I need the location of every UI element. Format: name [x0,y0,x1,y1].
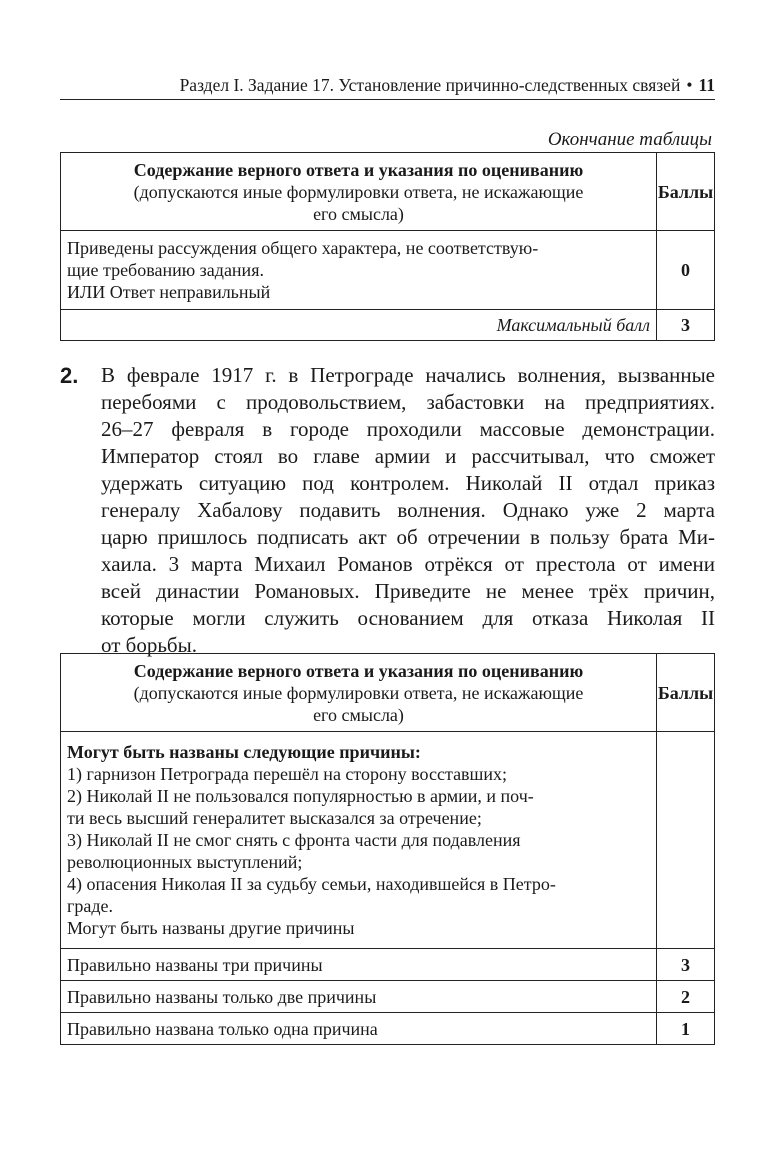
criterion-line: щие требованию задания. [67,260,264,280]
header-line-3: его смысла) [313,203,404,224]
score-row [61,949,715,981]
table-header-content [61,153,657,231]
answer-lines [67,763,650,939]
score-row-label: Правильно названы три причины [61,949,657,981]
task-text-line: которые могли служить основанием для отказа Николая II [101,606,715,630]
max-score-row [61,310,715,341]
task-text-line: перебоями с продовольствием, забастовки на предприятиях. [101,390,715,414]
score-row-value: 2 [657,981,715,1013]
answer-line: 2) Николай II не пользовался популярностью в армии, и поч- [67,786,534,806]
page-number: 11 [698,75,715,95]
table-header-content [61,654,657,732]
table-header-row [61,153,715,231]
task-text-line: царю пришлось подписать акт об отречении в пользу брата Ми- [101,525,715,549]
answer-title: Могут быть названы следующие причины: [67,742,421,762]
score-row-value: 1 [657,1013,715,1045]
header-line-2: (допускаются иные формулировки ответа, не искажающие [133,682,584,703]
answer-line: Могут быть названы другие причины [67,918,355,938]
table-header-row [61,654,715,732]
criterion-cell [61,231,657,310]
max-score-label: Максимальный балл [61,310,657,341]
task-text-line: от борьбы. [101,633,197,657]
answer-cell [61,732,657,949]
bullet-separator: • [686,75,693,95]
task-text-line: Император стоял во главе армии и рассчитывал, что сможет [101,444,715,468]
criterion-line: ИЛИ Ответ неправильный [67,282,271,302]
criterion-line: Приведены рассуждения общего характера, не соответствую- [67,238,539,258]
score-cell: 0 [657,231,715,310]
header-line-1: Содержание верного ответа и указания по оцениванию [133,660,584,681]
header-score: Баллы [657,654,715,732]
scoring-table-2 [60,653,715,1045]
header-line-1: Содержание верного ответа и указания по оцениванию [133,159,584,180]
score-row [61,981,715,1013]
answer-line: 4) опасения Николая II за судьбу семьи, находившейся в Петро- [67,874,556,894]
running-head [60,74,715,96]
running-title: Раздел I. Задание 17. Установление причинно-следственных связей [179,75,681,95]
task-text-line: хаила. 3 марта Михаил Романов отрёкся от престола от имени [101,552,715,576]
answer-line: ти весь высший генералитет высказался за отречение; [67,808,482,828]
score-cell-empty [657,732,715,949]
score-row-label: Правильно названа только одна причина [61,1013,657,1045]
score-row-value: 3 [657,949,715,981]
task-number: 2. [60,363,79,388]
answer-line: граде. [67,896,114,916]
task-text-line: генералу Хабалову подавить волнения. Однако уже 2 марта [101,498,715,522]
answer-row [61,732,715,949]
table-caption: Окончание таблицы [547,129,712,150]
answer-line: революционных выступлений; [67,852,303,872]
header-line-3: его смысла) [313,704,404,725]
header-score: Баллы [657,153,715,231]
scoring-table-1 [60,152,715,341]
task-text-line: В феврале 1917 г. в Петрограде начались волнения, вызванные [101,363,715,387]
score-row [61,1013,715,1045]
task-text-line: удержать ситуацию под контролем. Николай II отдал приказ [101,471,715,495]
max-score-value: 3 [657,310,715,341]
header-rule [60,99,715,100]
score-row-label: Правильно названы только две причины [61,981,657,1013]
table-row [61,231,715,310]
answer-line: 1) гарнизон Петрограда перешёл на сторону восставших; [67,764,508,784]
header-line-2: (допускаются иные формулировки ответа, не искажающие [133,181,584,202]
task-text-line: 26–27 февраля в городе проходили массовые демонстрации. [101,417,715,441]
answer-line: 3) Николай II не смог снять с фронта части для подавления [67,830,521,850]
task-text [101,362,715,659]
task-text-line: всей династии Романовых. Приведите не менее трёх причин, [101,579,715,603]
